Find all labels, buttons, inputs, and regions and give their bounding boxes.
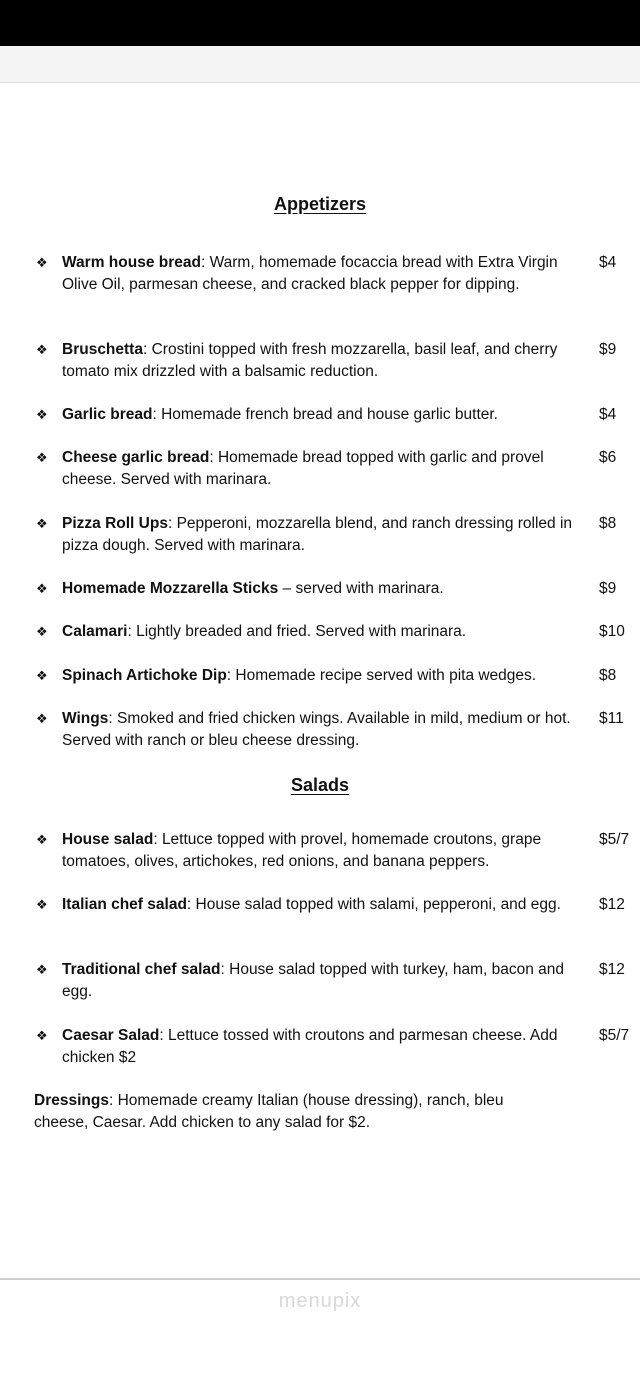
item-price: $5/7 [599, 831, 630, 848]
item-price: $11 [599, 710, 624, 727]
item-description: Homemade recipe served with pita wedges. [235, 667, 537, 684]
item-name: Traditional chef salad [62, 961, 221, 978]
diamond-bullet-icon: ❖ [36, 668, 48, 683]
item-description: Lettuce topped with provel, homemade croutons, grape tomatoes, olives, artichokes, red onions, and banana peppers. [62, 831, 542, 870]
salads-heading: Salads [290, 775, 350, 795]
item-description: Warm, homemade focaccia bread with Extra Virgin Olive Oil, parmesan cheese, and cracked black pepper for dipping. [62, 254, 558, 293]
item-description: Homemade bread topped with garlic and provel cheese. Served with marinara. [62, 449, 544, 488]
item-name: Wings [62, 710, 109, 727]
item-name: Homemade Mozzarella Sticks [62, 580, 279, 597]
item-price: $8 [599, 515, 617, 532]
diamond-bullet-icon: ❖ [36, 897, 48, 912]
item-price: $8 [599, 667, 617, 684]
dressings-note [34, 1090, 554, 1134]
diamond-bullet-icon: ❖ [36, 450, 48, 465]
watermark: menupix [278, 1290, 362, 1312]
item-description: Homemade french bread and house garlic butter. [161, 406, 498, 423]
diamond-bullet-icon: ❖ [36, 1028, 48, 1043]
item-price: $6 [599, 449, 617, 466]
item-name: Spinach Artichoke Dip [62, 667, 227, 684]
item-price: $4 [599, 254, 617, 271]
item-description: Pepperoni, mozzarella blend, and ranch dressing rolled in pizza dough. Served with marinara. [62, 515, 573, 554]
diamond-bullet-icon: ❖ [36, 962, 48, 977]
item-name: Calamari [62, 623, 128, 640]
item-name: Caesar Salad [62, 1027, 160, 1044]
diamond-bullet-icon: ❖ [36, 832, 48, 847]
item-price: $5/7 [599, 1027, 630, 1044]
item-name: Pizza Roll Ups [62, 515, 168, 532]
item-price: $9 [599, 580, 617, 597]
item-description: Lettuce tossed with croutons and parmesan cheese. Add chicken $2 [62, 1027, 558, 1066]
item-price: $12 [599, 896, 625, 913]
diamond-bullet-icon: ❖ [36, 516, 48, 531]
diamond-bullet-icon: ❖ [36, 407, 48, 422]
item-description: Crostini topped with fresh mozzarella, basil leaf, and cherry tomato mix drizzled with a balsamic reduction. [62, 341, 558, 380]
appetizers-heading: Appetizers [273, 194, 367, 214]
diamond-bullet-icon: ❖ [36, 624, 48, 639]
item-description: served with marinara. [295, 580, 444, 597]
item-name: Cheese garlic bread [62, 449, 210, 466]
diamond-bullet-icon: ❖ [36, 711, 48, 726]
item-description: Lightly breaded and fried. Served with marinara. [136, 623, 467, 640]
dressings-text: : Homemade creamy Italian (house dressing), ranch, bleu cheese, Caesar. Add chicken to any salad for $2. [34, 1092, 504, 1131]
menu-content: Appetizers ❖ Warm house bread: Warm, homemade focaccia bread with Extra Virgin Olive Oil, parmesan cheese, and cracked black pepper for dipping. $4 ❖ Bruschetta: Crostini topped with fresh mozzarella, basil leaf, and cherry tomato mix drizzled with a balsamic reduction. $9 ❖ Garlic bread: Homemade french bread and house garlic butter. $4 ❖ Cheese garlic bread: Homemade bread topped with garlic and provel cheese. Served with marinara. $6 ❖ Pizza Roll Ups: Pepperoni, mozzarella blend, and ranch dressing rolled in pizza dough. Served with marinara. $8 ❖ Homemade Mozzarella Sticks – served with marinara. $9 ❖ Calamari: Lightly breaded and fried. Served with marinara. $10 ❖ Spinach Artichoke Dip: Homemade recipe served with pita wedges. $8 ❖ Wings: Smoked and fried chicken wings. Available in mild, medium or hot. Served with ranch or bleu cheese dressing. $11 Salads ❖ House salad: Lettuce topped with provel, homemade croutons, grape tomatoes, olives, artichokes, red onions, and banana peppers. $5/7 ❖ Italian chef salad: House salad topped with salami, pepperoni, and egg. $12 ❖ Traditional chef salad: House salad topped with turkey, ham, bacon and egg. $12 ❖ Caesar Salad: Lettuce tossed with croutons and parmesan cheese. Add chicken $2 $5/7 Dressings: Homemade creamy Italian (house dressing), ranch, bleu cheese, Caesar. Add chicken to any salad for $2. [0, 0, 640, 1386]
item-name: Italian chef salad [62, 896, 187, 913]
item-description: House salad topped with turkey, ham, bacon and egg. [62, 961, 565, 1000]
item-name: House salad [62, 831, 154, 848]
dressings-label: Dressings [34, 1092, 109, 1109]
item-price: $9 [599, 341, 617, 358]
item-description: House salad topped with salami, pepperoni, and egg. [195, 896, 561, 913]
item-name: Warm house bread [62, 254, 201, 271]
item-price: $12 [599, 961, 625, 978]
item-name: Garlic bread [62, 406, 153, 423]
item-price: $4 [599, 406, 617, 423]
item-description: Smoked and fried chicken wings. Available in mild, medium or hot. Served with ranch or bleu cheese dressing. [62, 710, 571, 749]
diamond-bullet-icon: ❖ [36, 581, 48, 596]
diamond-bullet-icon: ❖ [36, 255, 48, 270]
item-name: Bruschetta [62, 341, 143, 358]
diamond-bullet-icon: ❖ [36, 342, 48, 357]
item-price: $10 [599, 623, 625, 640]
